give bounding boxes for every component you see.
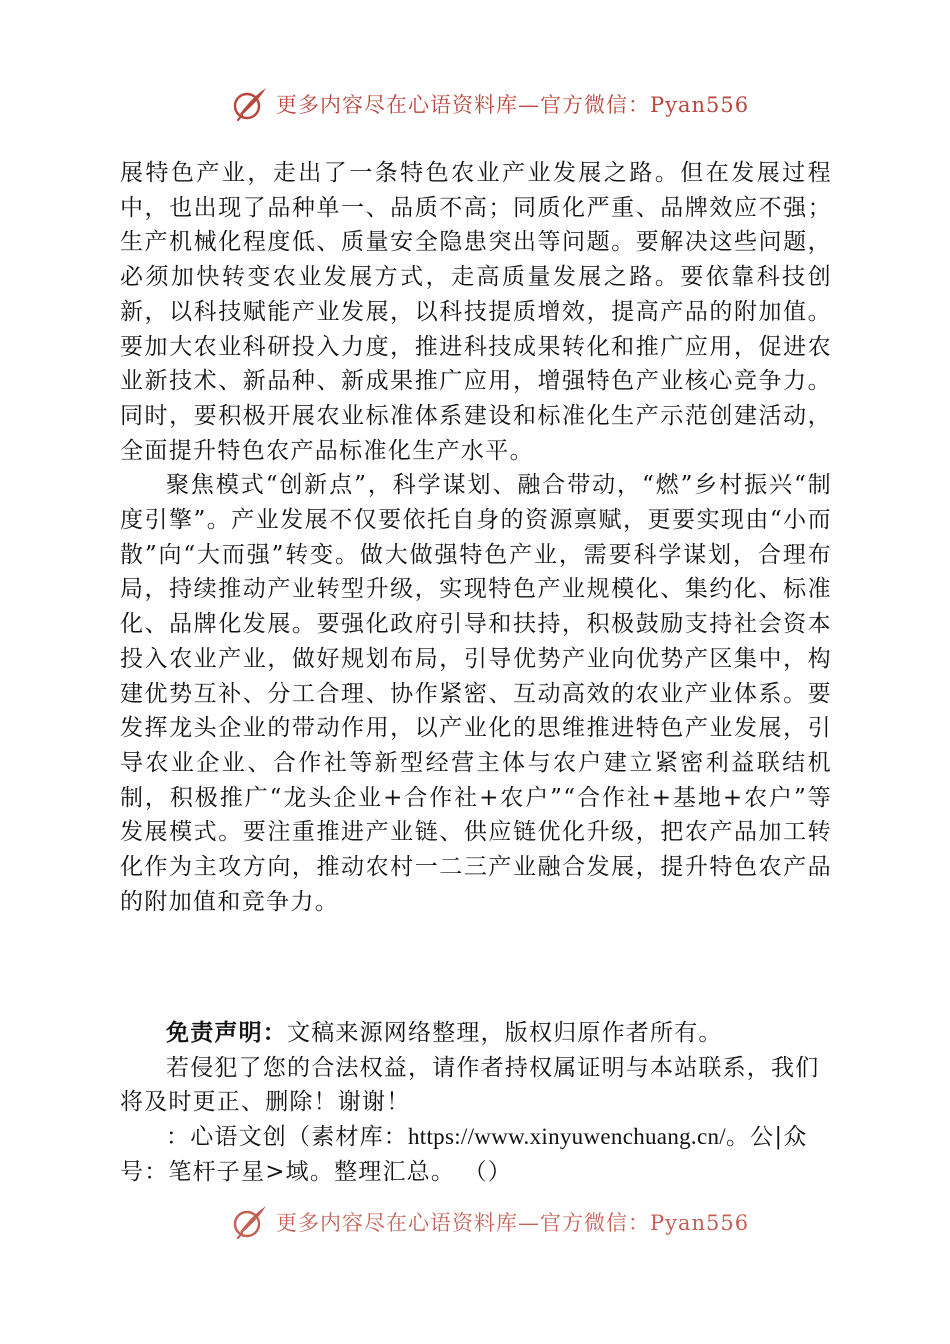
source-prefix: ：心语文创（素材库： bbox=[166, 1124, 408, 1151]
disclaimer-title: 免责声明： bbox=[166, 1020, 287, 1046]
watermark-header bbox=[230, 82, 749, 126]
disclaimer-source bbox=[120, 1120, 832, 1189]
watermark-text: 更多内容尽在心语资料库—官方微信：Pyan556 bbox=[276, 93, 750, 117]
article-body bbox=[120, 156, 832, 919]
source-suffix: 。公|众号：笔杆子星>域。整理汇总。 （） bbox=[120, 1124, 808, 1185]
quill-pen-icon bbox=[230, 84, 270, 124]
disclaimer-block bbox=[120, 1016, 832, 1190]
article-paragraph: 展特色产业，走出了一条特色农业产业发展之路。但在发展过程中，也出现了品种单一、品质不高；同质化严重、品牌效应不强；生产机械化程度低、质量安全隐患突出等问题。要解决这些问题，必须加快转变农业发展方式，走高质量发展之路。要依靠科技创新，以科技赋能产业发展，以科技提质增效，提高产品的附加值。要加大农业科研投入力度，推进科技成果转化和推广应用，促进农业新技术、新品种、新成果推广应用，增强特色产业核心竞争力。同时，要积极开展农业标准体系建设和标准化生产示范创建活动，全面提升特色农产品标准化生产水平。 bbox=[120, 160, 832, 464]
watermark-footer bbox=[230, 1200, 749, 1244]
disclaimer-line bbox=[120, 1016, 832, 1051]
source-url-link[interactable]: https://www.xinyuwenchuang.cn/ bbox=[408, 1124, 726, 1150]
disclaimer-text: 文稿来源网络整理，版权归原作者所有。 bbox=[287, 1020, 723, 1046]
article-paragraph: 聚焦模式“创新点”，科学谋划、融合带动，“燃”乡村振兴“制度引擎”。产业发展不仅要依托自身的资源禀赋，更要实现由“小而散”向“大而强”转变。做大做强特色产业，需要科学谋划，合理布局，持续推动产业转型升级，实现特色产业规模化、集约化、标准化、品牌化发展。要强化政府引导和扶持，积极鼓励支持社会资本投入农业产业，做好规划布局，引导优势产业向优势产区集中，构建优势互补、分工合理、协作紧密、互动高效的农业产业体系。要发挥龙头企业的带动作用，以产业化的思维推进特色产业发展，引导农业企业、合作社等新型经营主体与农户建立紧密利益联结机制，积极推广“龙头企业+合作社+农户”“合作社+基地+农户”等发展模式。要注重推进产业链、供应链优化升级，把农产品加工转化作为主攻方向，推动农村一二三产业融合发展，提升特色农产品的附加值和竞争力。 bbox=[120, 472, 832, 915]
watermark-text: 更多内容尽在心语资料库—官方微信：Pyan556 bbox=[276, 1211, 750, 1235]
quill-pen-icon bbox=[230, 1202, 270, 1242]
disclaimer-contact: 若侵犯了您的合法权益，请作者持权属证明与本站联系，我们将及时更正、删除！谢谢！ bbox=[120, 1054, 820, 1116]
